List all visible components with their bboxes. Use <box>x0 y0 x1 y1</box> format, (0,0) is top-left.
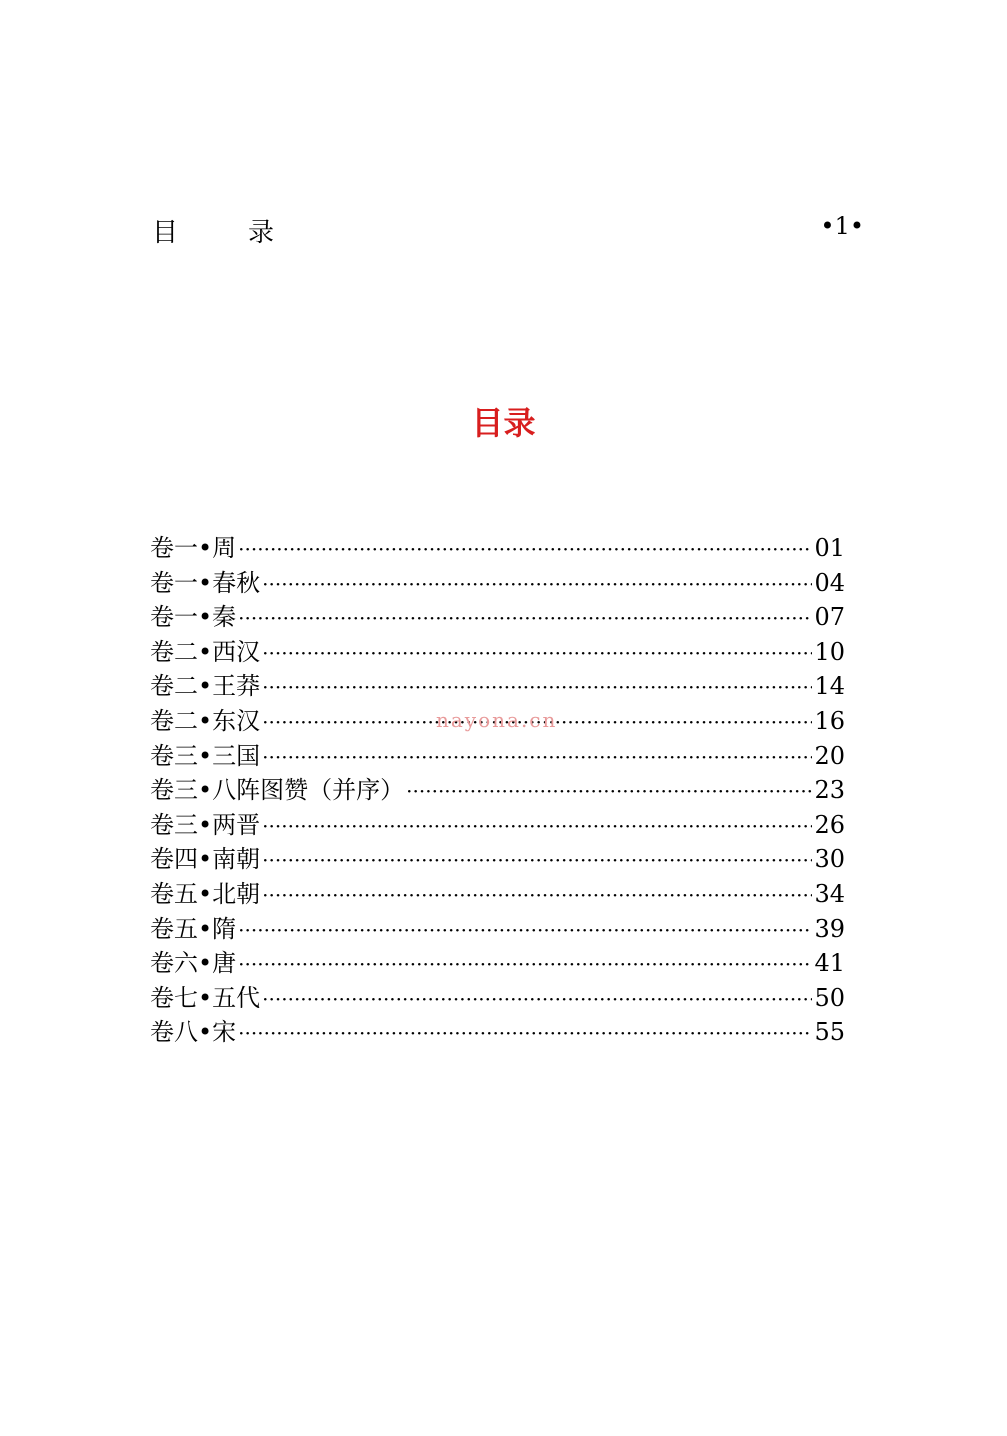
toc-entry[interactable] <box>150 912 845 947</box>
toc-dot-leader <box>238 913 812 948</box>
toc-entry[interactable] <box>150 981 845 1016</box>
toc-heading: 目录 <box>471 404 536 442</box>
toc-entry-page: 55 <box>814 1018 845 1047</box>
toc-entry-label: 卷三•三国 <box>150 741 261 770</box>
toc-list <box>150 531 845 1050</box>
header-title: 目录 <box>152 218 345 248</box>
toc-entry-page: 23 <box>814 776 845 805</box>
toc-entry-label: 卷三•两晋 <box>150 810 261 839</box>
toc-entry-label: 卷二•东汉 <box>150 706 261 735</box>
toc-entry[interactable] <box>150 566 845 601</box>
toc-dot-leader <box>262 740 812 775</box>
toc-entry[interactable] <box>150 842 845 877</box>
toc-entry-label: 卷七•五代 <box>150 983 261 1012</box>
watermark: nayona.cn <box>436 708 558 732</box>
toc-entry-label: 卷三•八阵图赞（并序） <box>150 776 405 805</box>
toc-entry-label: 卷五•隋 <box>150 914 237 943</box>
toc-entry[interactable] <box>150 669 845 704</box>
toc-entry[interactable] <box>150 600 845 635</box>
toc-entry-page: 30 <box>814 845 845 874</box>
toc-entry-page: 50 <box>814 983 845 1012</box>
toc-entry[interactable] <box>150 1015 845 1050</box>
toc-entry-label: 卷五•北朝 <box>150 879 261 908</box>
toc-entry-label: 卷八•宋 <box>150 1018 237 1047</box>
toc-entry[interactable] <box>150 739 845 774</box>
toc-dot-leader <box>238 1016 812 1051</box>
toc-entry-label: 卷一•周 <box>150 534 237 562</box>
toc-dot-leader <box>262 636 812 671</box>
toc-dot-leader <box>262 878 812 913</box>
header-page-number: •1• <box>820 212 864 240</box>
toc-entry-page: 20 <box>814 741 845 770</box>
toc-entry-page: 39 <box>814 914 845 943</box>
toc-entry[interactable] <box>150 531 845 566</box>
toc-entry-page: 41 <box>814 949 845 978</box>
toc-entry[interactable] <box>150 808 845 843</box>
toc-dot-leader <box>238 532 812 567</box>
toc-entry-page: 14 <box>814 672 845 701</box>
toc-entry-page: 26 <box>814 810 845 839</box>
toc-entry-label: 卷二•王莽 <box>150 672 261 701</box>
running-header <box>152 212 864 252</box>
toc-dot-leader <box>406 774 812 809</box>
toc-dot-leader <box>262 670 812 705</box>
toc-dot-leader <box>238 601 812 636</box>
toc-entry-page: 04 <box>814 568 845 597</box>
toc-dot-leader <box>238 947 812 982</box>
toc-entry-label: 卷四•南朝 <box>150 845 261 874</box>
toc-entry-page: 01 <box>814 534 845 562</box>
toc-entry[interactable] <box>150 773 845 808</box>
toc-entry-page: 34 <box>814 879 845 908</box>
toc-entry-label: 卷一•春秋 <box>150 568 261 597</box>
toc-entry-label: 卷一•秦 <box>150 603 237 632</box>
toc-entry-label: 卷二•西汉 <box>150 637 261 666</box>
toc-dot-leader <box>262 809 812 844</box>
toc-entry[interactable] <box>150 877 845 912</box>
toc-entry-page: 10 <box>814 637 845 666</box>
toc-entry[interactable] <box>150 946 845 981</box>
toc-dot-leader <box>262 567 812 602</box>
toc-dot-leader <box>262 982 812 1017</box>
toc-dot-leader <box>262 843 812 878</box>
toc-entry-label: 卷六•唐 <box>150 949 237 978</box>
toc-entry-page: 16 <box>814 706 845 735</box>
toc-entry-page: 07 <box>814 603 845 632</box>
toc-entry[interactable] <box>150 635 845 670</box>
